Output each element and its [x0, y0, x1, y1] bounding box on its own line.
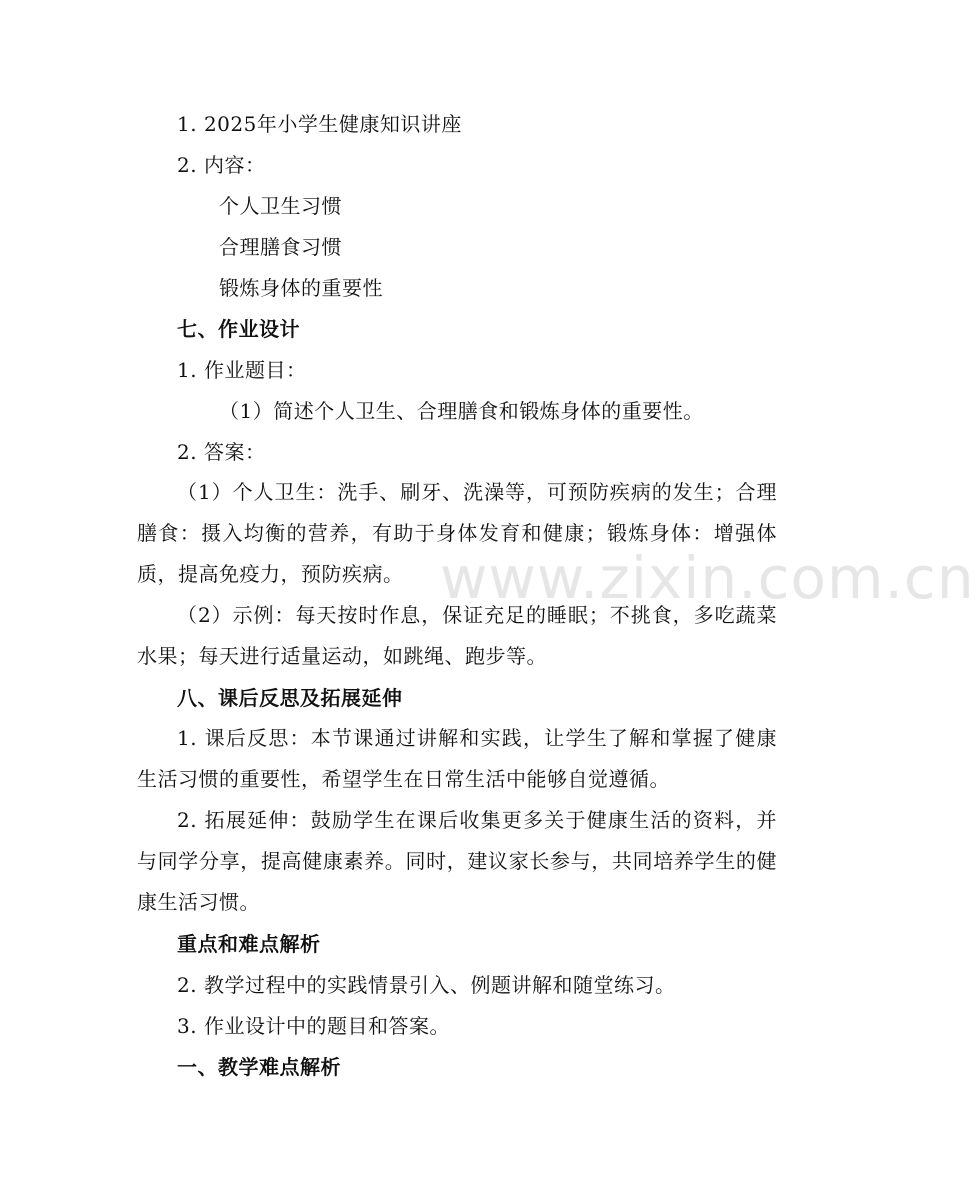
- extension-paragraph: 2. 拓展延伸：鼓励学生在课后收集更多关于健康生活的资料，并与同学分享，提高健康素养。同时，建议家长参与，共同培养学生的健康生活习惯。: [137, 808, 777, 914]
- content-label-item: 2. 内容：: [177, 153, 266, 177]
- watermark: www.zixin.com.cn: [440, 544, 975, 612]
- homework-question-label: 1. 作业题目：: [177, 358, 307, 382]
- reflection-paragraph: 1. 课后反思：本节课通过讲解和实践，让学生了解和掌握了健康生活习惯的重要性，希望学生在日常生活中能够自觉遵循。: [137, 726, 777, 791]
- section-heading-reflection: 八、课后反思及拓展延伸: [177, 686, 403, 710]
- content-item-diet: 合理膳食习惯: [219, 235, 342, 259]
- homework-answer-label: 2. 答案：: [177, 440, 266, 464]
- homework-answer-1: （1）个人卫生：洗手、刷牙、洗澡等，可预防疾病的发生；合理膳食：摄入均衡的营养，有助于身体发育和健康；锻炼身体：增强体质，提高免疫力，预防疾病。: [137, 480, 777, 586]
- key-points-heading: 重点和难点解析: [177, 932, 321, 956]
- homework-question-1: （1）简述个人卫生、合理膳食和锻炼身体的重要性。: [219, 399, 704, 423]
- section-heading-homework: 七、作业设计: [177, 317, 300, 341]
- lecture-title-item: 1. 2025年小学生健康知识讲座: [177, 112, 462, 136]
- homework-answer-2: （2）示例：每天按时作息，保证充足的睡眠；不挑食，多吃蔬菜水果；每天进行适量运动，如跳绳、跑步等。: [137, 603, 777, 668]
- key-point-3: 3. 作业设计中的题目和答案。: [177, 1014, 450, 1038]
- content-item-exercise: 锻炼身体的重要性: [219, 276, 383, 300]
- section-heading-difficulty: 一、教学难点解析: [177, 1055, 341, 1079]
- key-point-2: 2. 教学过程中的实践情景引入、例题讲解和随堂练习。: [177, 973, 676, 997]
- content-item-hygiene: 个人卫生习惯: [219, 194, 342, 218]
